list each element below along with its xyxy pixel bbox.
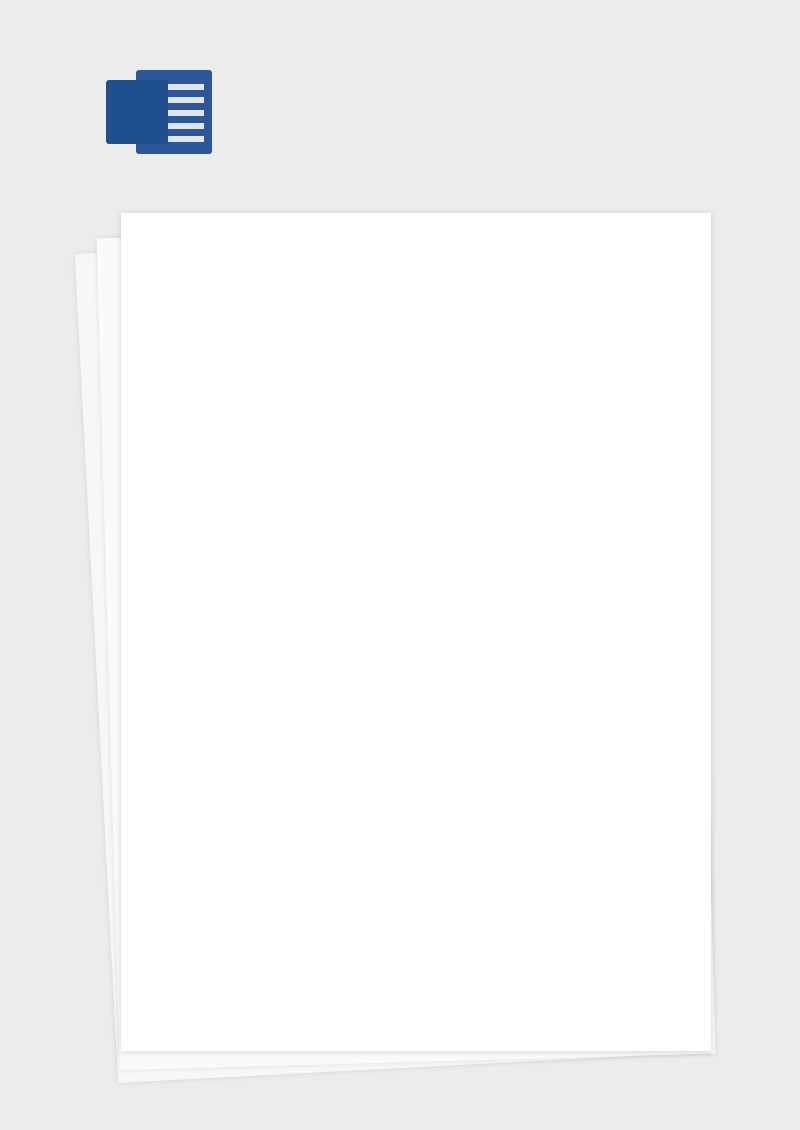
word-icon (106, 66, 214, 158)
header (0, 0, 800, 200)
document-content (213, 271, 619, 286)
document-page (121, 213, 711, 1051)
